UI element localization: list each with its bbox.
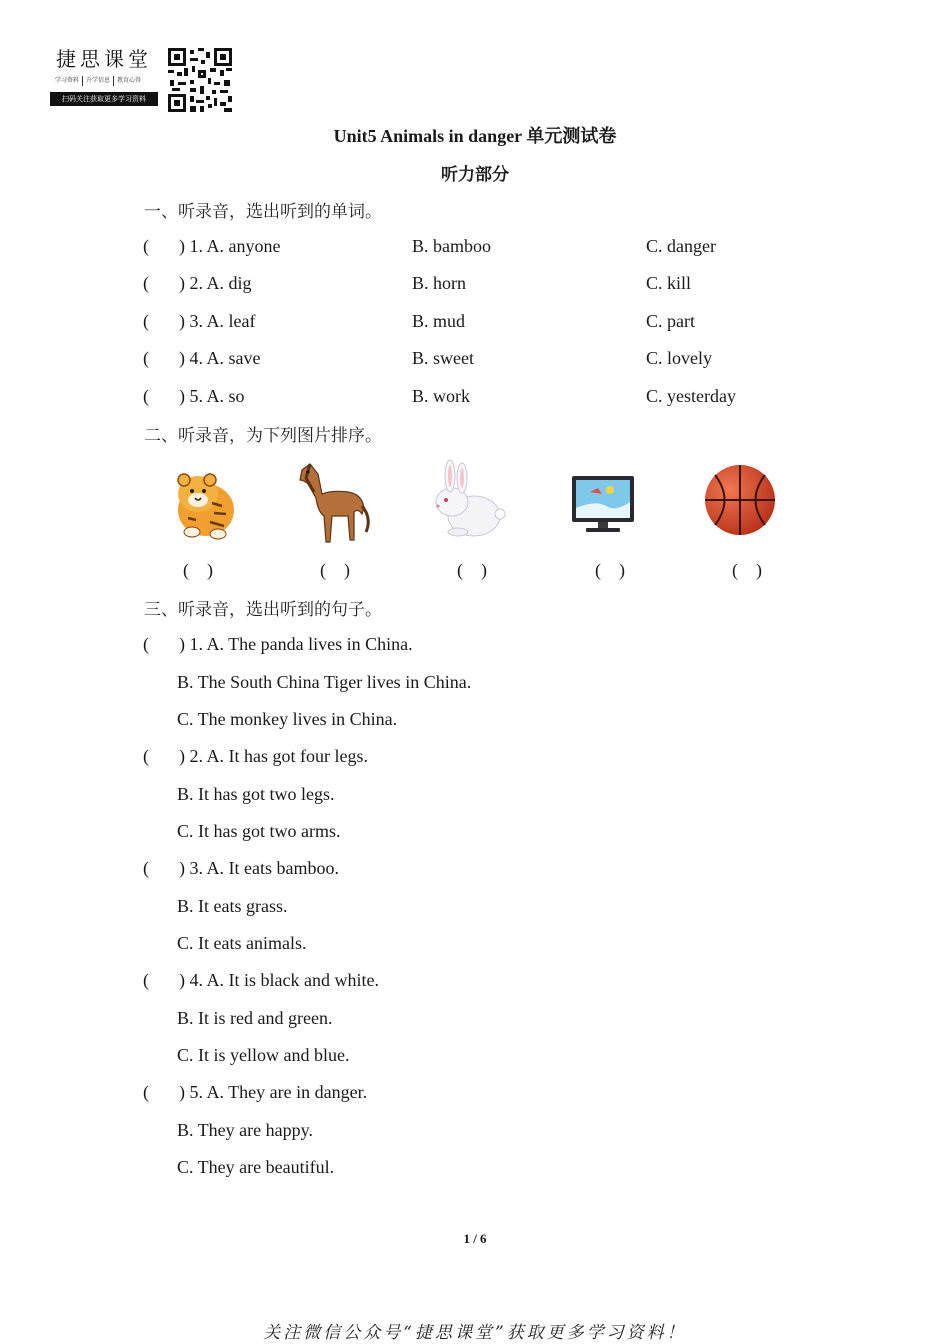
word-question-row	[143, 234, 716, 258]
basketball-icon	[700, 458, 784, 548]
question-option-a: ) 5. A. so	[179, 386, 245, 406]
question-option-a: ) 4. A. save	[179, 348, 261, 368]
sentence-question-row	[143, 632, 413, 656]
tiger-icon	[162, 458, 246, 548]
option-b: B. It eats grass.	[177, 896, 288, 916]
option-b: B. bamboo	[412, 236, 491, 256]
option-c: C. part	[646, 311, 695, 331]
picture-answer-paren: ( )	[457, 560, 487, 580]
option-c: C. It has got two arms.	[177, 821, 341, 841]
page-subtitle: 听力部分	[441, 165, 509, 185]
word-question-row	[143, 309, 695, 333]
answer-paren: (	[143, 236, 149, 256]
option-c: C. It eats animals.	[177, 933, 307, 953]
option-a: ) 1. A. The panda lives in China.	[179, 634, 413, 654]
option-c: C. The monkey lives in China.	[177, 709, 398, 729]
logo-tag: 学习资料	[52, 76, 83, 86]
option-a: ) 4. A. It is black and white.	[179, 970, 379, 990]
answer-paren: (	[143, 348, 149, 368]
picture-answer-paren: ( )	[732, 560, 762, 580]
qr-code-icon	[168, 48, 232, 112]
option-b: B. sweet	[412, 348, 474, 368]
option-c: C. danger	[646, 236, 716, 256]
answer-paren: (	[143, 858, 149, 878]
option-b: B. It is red and green.	[177, 1008, 333, 1028]
picture-answer-paren: ( )	[595, 560, 625, 580]
picture-answer-paren: ( )	[320, 560, 350, 580]
answer-paren: (	[143, 634, 149, 654]
option-c: C. yesterday	[646, 386, 736, 406]
question-option-a: ) 3. A. leaf	[179, 311, 256, 331]
option-a: ) 5. A. They are in danger.	[179, 1082, 368, 1102]
option-c: C. kill	[646, 273, 692, 293]
answer-paren: (	[143, 1082, 149, 1102]
footer-note: 关注微信公众号“捷思课堂”获取更多学习资料！	[263, 1323, 687, 1343]
answer-paren: (	[143, 311, 149, 331]
answer-paren: (	[143, 746, 149, 766]
sentence-question-row	[143, 856, 339, 880]
option-c: C. lovely	[646, 348, 712, 368]
question-option-a: ) 2. A. dig	[179, 273, 252, 293]
question-option-a: ) 1. A. anyone	[179, 236, 281, 256]
logo-bar: 扫码关注获取更多学习资料	[50, 92, 158, 106]
page-title: Unit5 Animals in danger 单元测试卷	[333, 126, 617, 146]
page-number: 1 / 6	[463, 1231, 487, 1246]
option-b: B. The South China Tiger lives in China.	[177, 672, 472, 692]
option-c: C. It is yellow and blue.	[177, 1045, 350, 1065]
rabbit-icon	[424, 458, 508, 548]
sentence-question-row	[143, 1080, 367, 1104]
sentence-question-row	[143, 744, 368, 768]
section-1-heading: 一、听录音，选出听到的单词。	[144, 202, 382, 222]
word-question-row	[143, 271, 692, 295]
answer-paren: (	[143, 386, 149, 406]
section-2-heading: 二、听录音，为下列图片排序。	[144, 426, 382, 446]
picture-answer-paren: ( )	[183, 560, 213, 580]
option-b: B. horn	[412, 273, 466, 293]
logo-tag: 升学信息	[83, 76, 114, 86]
horse-icon	[292, 458, 376, 548]
sentence-question-row	[143, 968, 379, 992]
logo-tag: 教育心得	[117, 77, 142, 84]
option-c: C. They are beautiful.	[177, 1157, 335, 1177]
section-3-heading: 三、听录音，选出听到的句子。	[144, 600, 382, 620]
answer-paren: (	[143, 970, 149, 990]
option-b: B. work	[412, 386, 470, 406]
option-a: ) 3. A. It eats bamboo.	[179, 858, 339, 878]
option-b: B. mud	[412, 311, 466, 331]
option-b: B. They are happy.	[177, 1120, 313, 1140]
logo-tags	[50, 76, 160, 86]
option-b: B. It has got two legs.	[177, 784, 335, 804]
word-question-row	[143, 384, 736, 408]
word-question-row	[143, 346, 712, 370]
tv-icon	[566, 458, 650, 548]
brand-logo	[50, 46, 160, 112]
option-a: ) 2. A. It has got four legs.	[179, 746, 368, 766]
logo-title: 捷思课堂	[56, 47, 152, 71]
answer-paren: (	[143, 273, 149, 293]
